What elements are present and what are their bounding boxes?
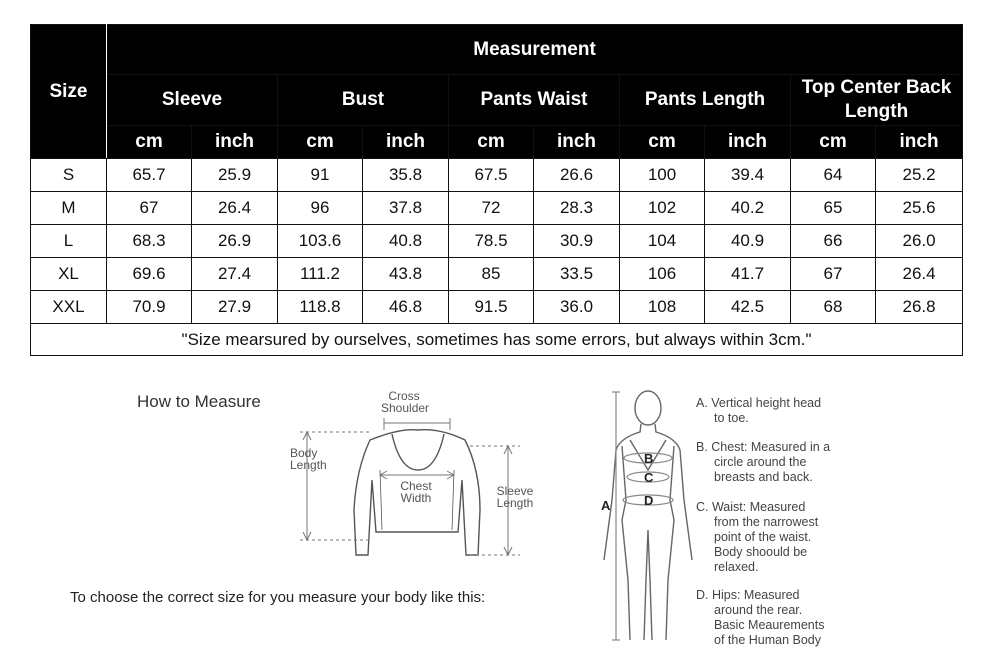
table-row (31, 192, 963, 225)
table-row (31, 291, 963, 324)
value-cell: 70.9 (107, 291, 192, 324)
value-cell: 67.5 (449, 159, 534, 192)
value-cell: 65 (791, 192, 876, 225)
body-length-label: Body Length (290, 446, 327, 472)
unit-header: inch (534, 126, 620, 159)
value-cell: 104 (620, 225, 705, 258)
value-cell: 33.5 (534, 258, 620, 291)
value-cell: 27.4 (192, 258, 278, 291)
sleeve-length-label: Sleeve Length (496, 484, 534, 510)
unit-header: inch (363, 126, 449, 159)
value-cell: 35.8 (363, 159, 449, 192)
value-cell: 85 (449, 258, 534, 291)
value-cell: 26.4 (192, 192, 278, 225)
value-cell: 118.8 (278, 291, 363, 324)
size-table-body (31, 159, 963, 324)
value-cell: 65.7 (107, 159, 192, 192)
value-cell: 100 (620, 159, 705, 192)
unit-header: inch (192, 126, 278, 159)
value-cell: 103.6 (278, 225, 363, 258)
value-cell: 26.6 (534, 159, 620, 192)
unit-header: inch (705, 126, 791, 159)
value-cell: 68.3 (107, 225, 192, 258)
value-cell: 41.7 (705, 258, 791, 291)
value-cell: 102 (620, 192, 705, 225)
size-cell: S (31, 159, 107, 192)
value-cell: 66 (791, 225, 876, 258)
legend-c: C. Waist: Measured from the narrowest point of the waist. Body shoould be relaxed. (696, 500, 819, 574)
marker-c: C (644, 470, 654, 485)
unit-header: cm (278, 126, 363, 159)
value-cell: 64 (791, 159, 876, 192)
value-cell: 26.9 (192, 225, 278, 258)
group-header-row (31, 75, 963, 126)
size-chart-table (30, 24, 963, 356)
table-row (31, 159, 963, 192)
unit-header-row (31, 126, 963, 159)
measurement-header: Measurement (107, 25, 963, 75)
value-cell: 40.9 (705, 225, 791, 258)
unit-header: cm (620, 126, 705, 159)
body-measure-lines (612, 392, 673, 640)
value-cell: 40.2 (705, 192, 791, 225)
value-cell: 25.6 (876, 192, 963, 225)
size-header: Size (31, 25, 107, 159)
value-cell: 67 (107, 192, 192, 225)
group-header: Top Center Back Length (791, 75, 963, 126)
value-cell: 25.9 (192, 159, 278, 192)
value-cell: 91 (278, 159, 363, 192)
marker-b: B (644, 451, 654, 466)
marker-d: D (644, 493, 654, 508)
unit-header: inch (876, 126, 963, 159)
cross-shoulder-arrow (384, 418, 450, 430)
unit-header: cm (107, 126, 192, 159)
size-cell: M (31, 192, 107, 225)
table-row (31, 225, 963, 258)
value-cell: 42.5 (705, 291, 791, 324)
table-row (31, 258, 963, 291)
value-cell: 78.5 (449, 225, 534, 258)
group-header: Sleeve (107, 75, 278, 126)
value-cell: 67 (791, 258, 876, 291)
value-cell: 91.5 (449, 291, 534, 324)
cross-shoulder-label: Cross Shoulder (381, 389, 430, 415)
value-cell: 72 (449, 192, 534, 225)
value-cell: 28.3 (534, 192, 620, 225)
size-cell: L (31, 225, 107, 258)
value-cell: 37.8 (363, 192, 449, 225)
value-cell: 40.8 (363, 225, 449, 258)
value-cell: 106 (620, 258, 705, 291)
value-cell: 46.8 (363, 291, 449, 324)
group-header: Bust (278, 75, 449, 126)
value-cell: 27.9 (192, 291, 278, 324)
how-to-measure-title: How to Measure (137, 392, 261, 411)
size-cell: XL (31, 258, 107, 291)
value-cell: 25.2 (876, 159, 963, 192)
value-cell: 26.0 (876, 225, 963, 258)
value-cell: 96 (278, 192, 363, 225)
unit-header: cm (791, 126, 876, 159)
human-figure (604, 391, 692, 640)
measurement-diagram (0, 370, 1000, 656)
value-cell: 108 (620, 291, 705, 324)
value-cell: 30.9 (534, 225, 620, 258)
value-cell: 36.0 (534, 291, 620, 324)
legend-b: B. Chest: Measured in a circle around the breasts and back. (696, 440, 831, 484)
size-cell: XXL (31, 291, 107, 324)
value-cell: 68 (791, 291, 876, 324)
value-cell: 26.4 (876, 258, 963, 291)
size-note: "Size mearsured by ourselves, sometimes has some errors, but always within 3cm." (31, 324, 963, 356)
group-header: Pants Length (620, 75, 791, 126)
marker-a: A (601, 498, 611, 513)
legend-a: A. Vertical height head to toe. (696, 396, 822, 425)
group-header: Pants Waist (449, 75, 620, 126)
legend-d: D. Hips: Measured around the rear. Basic Meaurements of the Human Body (696, 588, 825, 647)
value-cell: 111.2 (278, 258, 363, 291)
value-cell: 69.6 (107, 258, 192, 291)
value-cell: 43.8 (363, 258, 449, 291)
chest-width-arrow (380, 471, 454, 479)
value-cell: 39.4 (705, 159, 791, 192)
chest-width-label: Chest Width (400, 479, 432, 505)
value-cell: 26.8 (876, 291, 963, 324)
measure-instruction: To choose the correct size for you measure your body like this: (70, 589, 486, 606)
unit-header: cm (449, 126, 534, 159)
